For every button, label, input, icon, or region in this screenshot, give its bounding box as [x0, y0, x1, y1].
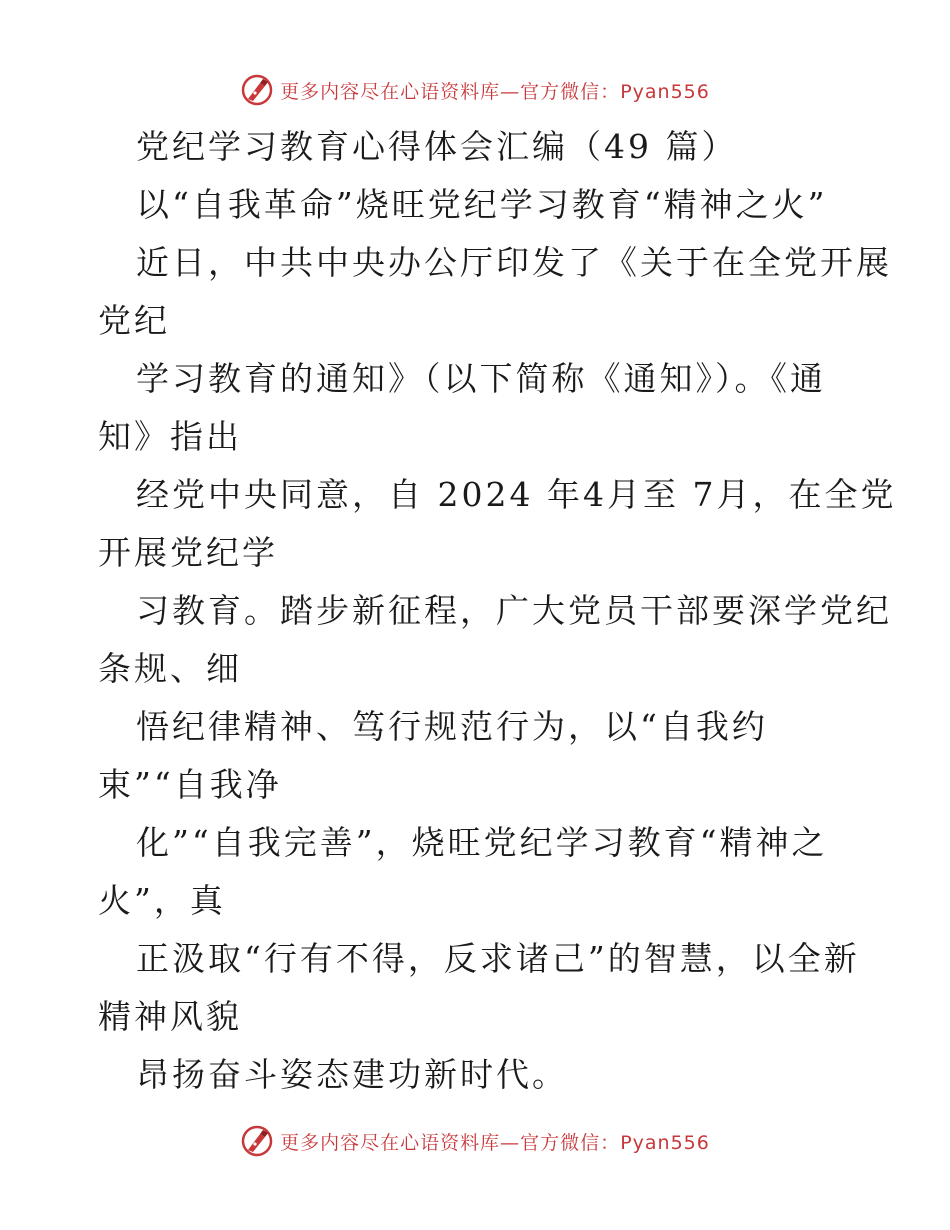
footer-banner — [0, 1121, 950, 1161]
header-banner — [0, 70, 950, 110]
banner-text — [280, 1128, 710, 1155]
document-title: 党纪学习教育心得体会汇编（49 篇） — [136, 127, 738, 166]
banner-content — [240, 73, 710, 107]
banner-wechat-id: Pyan556 — [620, 80, 710, 103]
banner-separator: — — [500, 80, 521, 103]
banner-content — [240, 1124, 710, 1158]
paragraph-line: 悟纪律精神、笃行规范行为，以“自我约 — [136, 707, 768, 746]
pen-nib-logo-icon — [240, 1124, 274, 1158]
paragraph-line: 精神风貌 — [98, 997, 242, 1036]
pen-nib-logo-icon — [240, 73, 274, 107]
article-heading: 以“自我革命”烧旺党纪学习教育“精神之火” — [136, 185, 828, 224]
paragraph-line: 知》指出 — [98, 417, 242, 456]
paragraph-line: 经党中央同意，自 2024 年4月至 7月，在全党 — [136, 475, 897, 514]
paragraph-line: 习教育。踏步新征程，广大党员干部要深学党纪 — [136, 591, 892, 630]
banner-site-name: 更多内容尽在心语资料库 — [280, 1131, 501, 1154]
banner-site-name: 更多内容尽在心语资料库 — [280, 80, 501, 103]
document-body — [98, 118, 897, 1104]
banner-official-label: 官方微信： — [520, 1131, 621, 1154]
paragraph-line: 条规、细 — [98, 649, 242, 688]
paragraph-line: 学习教育的通知》（以下简称《通知》）。《通 — [136, 359, 826, 398]
paragraph-line: 束”“自我净 — [98, 765, 282, 804]
paragraph-line: 昂扬奋斗姿态建功新时代。 — [136, 1055, 568, 1094]
paragraph-line: 化”“自我完善”，烧旺党纪学习教育“精神之 — [136, 823, 828, 862]
paragraph-line: 开展党纪学 — [98, 533, 278, 572]
paragraph-line: 火”，真 — [98, 881, 226, 920]
paragraph-line: 正汲取“行有不得，反求诸己”的智慧，以全新 — [136, 939, 860, 978]
paragraph-line: 党纪 — [98, 301, 170, 340]
banner-separator: — — [500, 1131, 521, 1154]
banner-text — [280, 77, 710, 104]
banner-wechat-id: Pyan556 — [620, 1131, 710, 1154]
paragraph-line: 近日，中共中央办公厅印发了《关于在全党开展 — [136, 243, 892, 282]
banner-official-label: 官方微信： — [520, 80, 621, 103]
